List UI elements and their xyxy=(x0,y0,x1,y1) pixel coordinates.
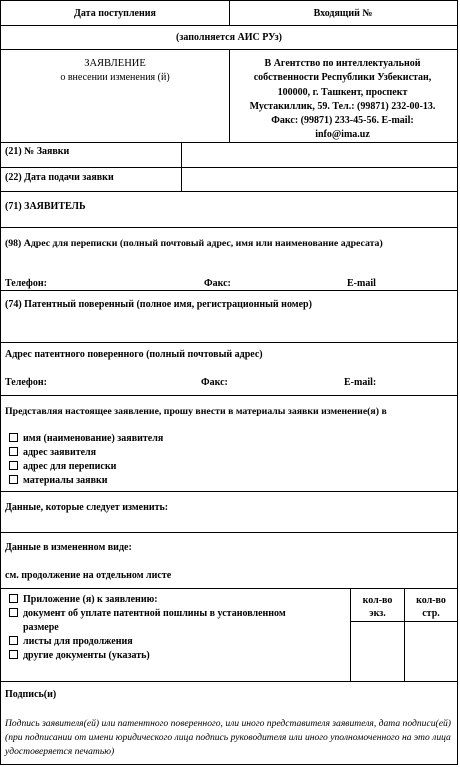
filing-date-row xyxy=(1,168,457,192)
form-subtitle: о внесении изменения (й) xyxy=(60,72,170,83)
checkbox[interactable] xyxy=(9,433,18,442)
continuation-note: см. продолжение на отдельном листе xyxy=(5,570,172,581)
checkbox[interactable] xyxy=(9,475,18,484)
attorney-fax-label: Факс: xyxy=(201,377,228,388)
agency-line-2: собственности Республики Узбекистан, xyxy=(253,72,432,84)
request-row xyxy=(1,396,457,492)
address-email-label: E-mail xyxy=(347,278,376,289)
header-row xyxy=(1,1,457,26)
data-changed-row[interactable] xyxy=(1,533,457,589)
address-row[interactable] xyxy=(1,228,457,291)
data-to-change-label: Данные, которые следует изменить: xyxy=(5,502,169,513)
pages-header-line1: кол-во xyxy=(416,595,446,606)
checkbox[interactable] xyxy=(9,447,18,456)
attachment-label: документ об уплате патентной пошлины в установленном xyxy=(23,608,286,619)
checkbox[interactable] xyxy=(9,650,18,659)
applicant-row[interactable] xyxy=(1,192,457,228)
request-text: Представляя настоящее заявление, прошу внести в материалы заявки изменение(я) в xyxy=(5,406,387,417)
address-label: (98) Адрес для переписки (полный почтовый адрес, имя или наименование адресата) xyxy=(5,238,383,249)
copies-column-header xyxy=(351,594,404,620)
applicant-label: (71) ЗАЯВИТЕЛЬ xyxy=(5,201,86,212)
incoming-number-label: Входящий № xyxy=(313,8,373,19)
signature-note: Подпись заявителя(ей) или патентного поверенного, или иного представителя заявителя, дата подписи(ей) (при подписании от имени юридического лица подпись руководителя или иного уполномоченного на это лица удостоверяется печатью) xyxy=(5,718,451,757)
checkbox[interactable] xyxy=(9,608,18,617)
option-label: имя (наименование) заявителя xyxy=(23,433,164,444)
attorney-label: (74) Патентный поверенный (полное имя, регистрационный номер) xyxy=(5,299,312,310)
copies-header-line1: кол-во xyxy=(362,595,393,606)
attorney-phone-label: Телефон: xyxy=(5,377,47,388)
application-number-field[interactable] xyxy=(182,143,457,167)
option-application-materials[interactable] xyxy=(9,475,108,486)
checkbox[interactable] xyxy=(9,461,18,470)
option-label: материалы заявки xyxy=(23,475,108,486)
attorney-address-label: Адрес патентного поверенного (полный почтовый адрес) xyxy=(5,349,263,360)
pages-header-line2: стр. xyxy=(422,608,440,619)
agency-address xyxy=(230,57,455,143)
address-fax-label: Факс: xyxy=(204,278,231,289)
attachment-label: другие документы (указать) xyxy=(23,650,150,661)
attachment-label: листы для продолжения xyxy=(23,636,133,647)
data-to-change-row[interactable] xyxy=(1,492,457,533)
title-row xyxy=(1,50,457,143)
attorney-email-label: E-mail: xyxy=(344,377,377,388)
option-applicant-name[interactable] xyxy=(9,433,163,444)
option-label: адрес для переписки xyxy=(23,461,117,472)
filled-by-label: (заполняется АИС РУз) xyxy=(176,32,282,43)
option-correspondence-address[interactable] xyxy=(9,461,116,472)
receipt-date-label: Дата поступления xyxy=(74,8,156,19)
agency-line-4: Мустакиллик, 59. Тел.: (99871) 232-00-13. xyxy=(249,100,436,112)
attachment-fee-document[interactable] xyxy=(9,608,286,619)
option-label: адрес заявителя xyxy=(23,447,97,458)
filing-date-field[interactable] xyxy=(182,168,457,191)
pages-column-header xyxy=(405,594,457,620)
agency-line-1: В Агентство по интеллектуальной xyxy=(264,58,421,69)
form-title: ЗАЯВЛЕНИЕ xyxy=(84,58,146,69)
checkbox[interactable] xyxy=(9,594,18,603)
filled-by-row xyxy=(1,26,457,50)
agency-line-5: Факс: (99871) 233-45-56. E-mail: xyxy=(271,115,414,127)
attachments-title-text: Приложение (я) к заявлению: xyxy=(23,594,158,605)
column-header-line xyxy=(350,621,457,622)
option-applicant-address[interactable] xyxy=(9,447,96,458)
copies-header-line2: экз. xyxy=(369,608,386,619)
signature-title: Подпись(и) xyxy=(5,689,57,700)
attachment-fee-document-cont: размере xyxy=(23,622,59,633)
attorney-row[interactable] xyxy=(1,291,457,343)
attachments-title[interactable] xyxy=(9,594,158,605)
attorney-address-row[interactable] xyxy=(1,343,457,396)
data-changed-label: Данные в измененном виде: xyxy=(5,542,132,553)
agency-line-3: 100000, г. Ташкент, проспект xyxy=(277,86,408,98)
address-phone-label: Телефон: xyxy=(5,278,47,289)
application-number-label: (21) № Заявки xyxy=(5,146,70,157)
attachments-row xyxy=(1,589,457,682)
agency-line-6: info@ima.uz xyxy=(315,129,370,141)
application-number-row xyxy=(1,143,457,168)
filing-date-label: (22) Дата подачи заявки xyxy=(5,172,114,183)
attachment-continuation-sheets[interactable] xyxy=(9,636,133,647)
checkbox[interactable] xyxy=(9,636,18,645)
attachment-other-documents[interactable] xyxy=(9,650,150,661)
signature-section[interactable] xyxy=(1,682,457,764)
